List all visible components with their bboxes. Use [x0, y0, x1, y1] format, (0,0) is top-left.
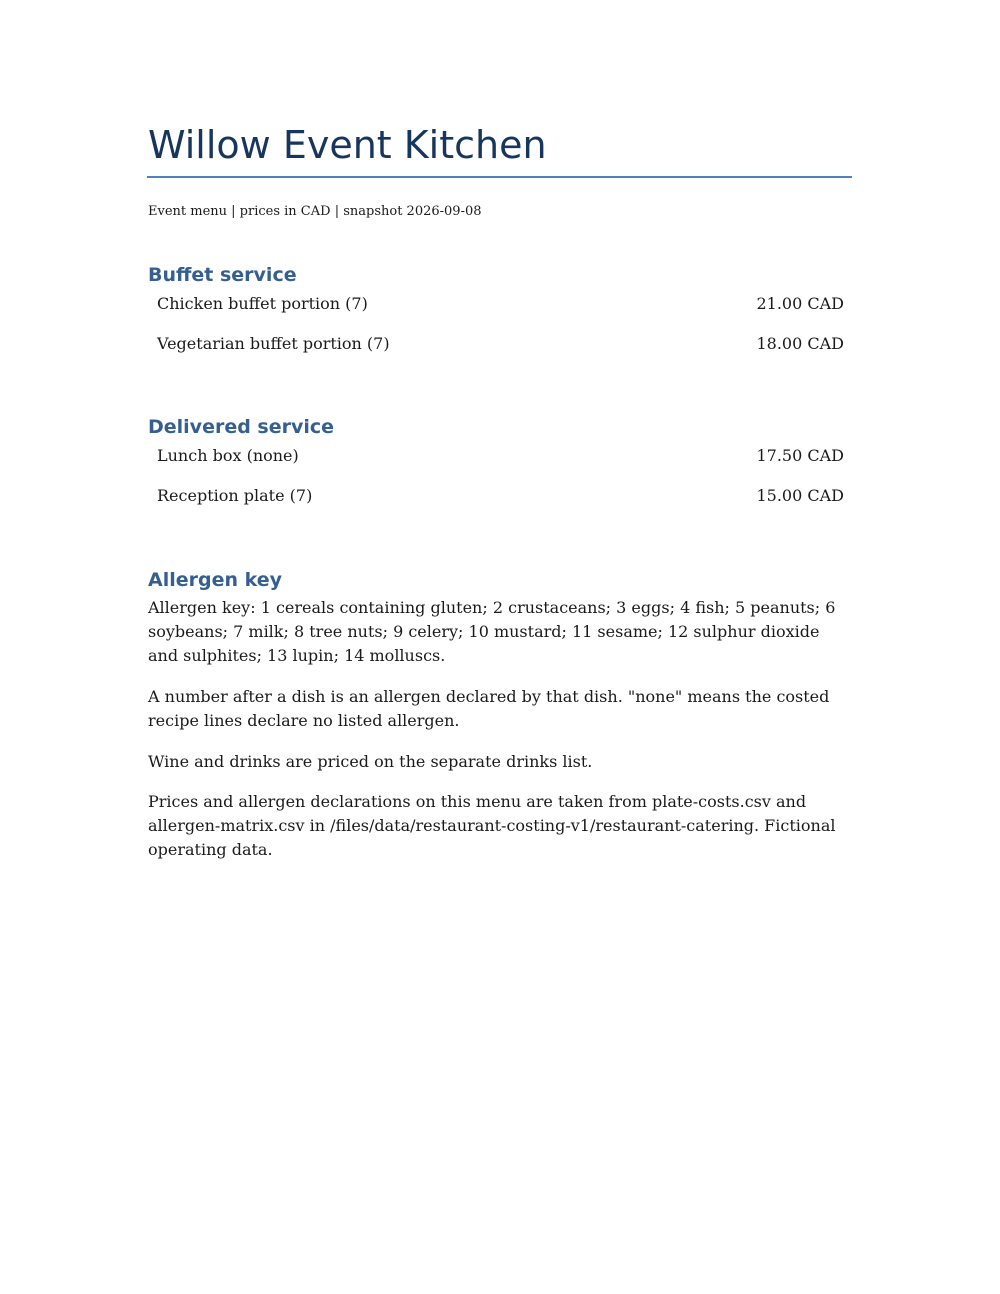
menu-item-row	[157, 292, 844, 316]
dish-price: 17.50 CAD	[756, 446, 844, 465]
dish-price: 18.00 CAD	[756, 334, 844, 353]
dish-name: Chicken buffet portion (7)	[157, 294, 368, 313]
dish-price: 15.00 CAD	[756, 486, 844, 505]
allergen-key-paragraph: Allergen key: 1 cereals containing gluten; 2 crustaceans; 3 eggs; 4 fish; 5 peanuts; 6 soybeans; 7 milk; 8 tree nuts; 9 celery; 10 mustard; 11 sesame; 12 sulphur dioxide and sulphites; 13 lupin; 14 molluscs.	[148, 598, 836, 665]
menu-item-row	[157, 484, 844, 508]
dish-name: Lunch box (none)	[157, 446, 299, 465]
drinks-note-paragraph: Wine and drinks are priced on the separate drinks list.	[148, 752, 593, 771]
dish-name: Vegetarian buffet portion (7)	[157, 334, 390, 353]
section-heading-buffet: Buffet service	[148, 264, 297, 286]
dish-price: 21.00 CAD	[756, 294, 844, 313]
section-heading-allergens: Allergen key	[148, 569, 283, 591]
source-note-paragraph: Prices and allergen declarations on this menu are taken from plate-costs.csv and allergen-matrix.csv in /files/data/restaurant-costing-v1/restaurant-catering. Fictional operating data.	[148, 792, 836, 859]
menu-item-row	[157, 444, 844, 468]
allergen-note-paragraph: A number after a dish is an allergen declared by that dish. "none" means the costed recipe lines declare no listed allergen.	[148, 687, 830, 730]
menu-item-row	[157, 332, 844, 356]
page-title: Willow Event Kitchen	[148, 123, 547, 167]
dish-name: Reception plate (7)	[157, 486, 313, 505]
title-divider	[147, 176, 852, 178]
menu-subtitle: Event menu | prices in CAD | snapshot 2026-09-08	[148, 204, 482, 219]
section-heading-delivered: Delivered service	[148, 416, 335, 438]
